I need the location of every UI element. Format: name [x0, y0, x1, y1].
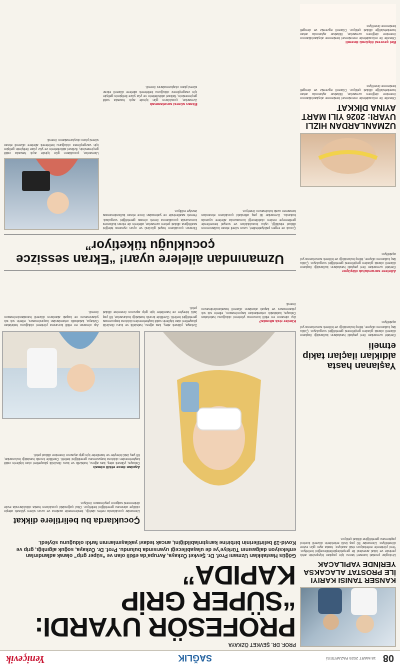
box-body: Uzmanlar çocuklarda nefes darlığı, beslenmede azalma ve uzun süren yüksek ateşin ciddiye alınması gerektiğini belirtiyor. Okul çağındaki çocukların hasta olduklarında evde dinlenmesi salgının yayılmasını önlüyor. — [4, 500, 140, 513]
story-body: Geriatri uzmanları ileri yaştaki hastaların kullandığı ilaçların düzenli olarak gözden geçirilmesi gerektiğini vurguluyor. Çoklu ilaç kullanımı düşme, bilinç bulanıklığı ve böbrek sorunlarına yol açabiliyor. — [300, 320, 396, 338]
story-headline: KANSER TANISI KARIYI İLE PROSTAT ALACAKSA YERİNDE YAPILACAK — [303, 560, 396, 585]
doctor-photo — [300, 587, 396, 647]
story-body: Obezite ile mücadelede mevsimsel beslenme alışkanlıklarının önemine değinen uzmanlar, ilkbahar aylarında artan hareketsizliğe dikkat çekiyor. Düzenli egzersiz ve dengeli beslenme öneriliyor. — [300, 83, 396, 101]
masthead — [0, 650, 400, 665]
date-line: 18 MART 2025 PAZARTESİ — [326, 656, 376, 661]
box-title: Çocuklarda bu belirtilere dikkat — [13, 516, 140, 526]
story-body: Özkaya, yüksek ateş, kas ağrısı, halsizlik ve kuru öksürük şikayetleri olan kişilerin vakit kaybetmeden doktora başvurması gerektiğini belirtti. Özellikle kronik hastalığı bulunanlar, 65 yaş üstü bireyler ve hamileler için grip aşısının önemine dikkat çekti. — [102, 306, 198, 327]
story-body: Ekranın çocukların hayal gücünü ve oyun oynama isteğini azalttığına dikkat çeken uzmanlar, ailelerin de ekran kullanımı konusunda çocuklarına örnek olması gerektiğini vurguladı. Yemek saatlerinde ve yatmadan önce ekran kullanılmaması tavsiye ediliyor. — [102, 209, 198, 230]
story-subhead: Aşıdan önce etkili olmalı — [93, 465, 140, 470]
page-number: 08 — [382, 652, 394, 663]
story-body-continued: Obezite ile mücadelede mevsimsel beslenme alışkanlıklarının önemine değinen uzmanlar, ilkbahar aylarında artan hareketsizliğe dikkat çekiyor. Düzenli egzersiz ve dengeli beslenme öneriliyor. — [300, 23, 396, 41]
story-prostate — [300, 379, 396, 647]
story-obesity — [300, 4, 396, 187]
measuring-tape-photo — [300, 133, 396, 187]
section-headline: Uzmanından ailelere uyarı! “Ekran sessizce çocukluğu tüketiyor” — [15, 238, 285, 267]
screen-time-story — [4, 4, 296, 327]
story-headline: Yaşlanan hasta aldıkları ilaçları takip etmeli — [302, 340, 396, 371]
story-body: Çocuk ve ergen psikiyatristleri, uzun süreli ekran kullanımının dikkat eksikliği, uyku bozuklukları ve sosyal becerilerde gerilemeye neden olabileceği konusunda ailelere uyarıda bulundu. Uzmanlar iki yaş altındaki çocukların ekrandan tamamen uzak tutulmasını öneriyor. — [201, 209, 296, 230]
story-subhead: Bel çevresi ölçümü önemli — [345, 40, 396, 46]
story-body: Uzmanlar, çocukların gün içinde açık havada vakit geçirmesinin, fiziksel aktivitelerin ve yüz yüze iletişimin gelişim için vazgeçilmez olduğunu belirterek ailelere düzenli ekran süresi planı oluşturmalarını önerdi. — [102, 85, 198, 102]
story-headline: UZMANLARDAN HIZLI UYARI: 2026 YILI MART AYINA DİKKAT — [301, 103, 396, 131]
section-title: SAĞLIK — [177, 653, 212, 663]
story-body-continued: Geriatri uzmanları ileri yaştaki hastaların kullandığı ilaçların düzenli olarak gözden geçirilmesi gerektiğini vurguluyor. Çoklu ilaç kullanımı düşme, bilinç bulanıklığı ve böbrek sorunlarına yol açabiliyor. — [300, 252, 396, 270]
story-body: Uzmanlar, çocukların gün içinde açık havada vakit geçirmesinin, fiziksel aktivitelerin ve yüz yüze iletişimin gelişim için vazgeçilmez olduğunu belirterek ailelere düzenli ekran süresi planı oluşturmalarını önerdi. — [3, 138, 99, 155]
story-kicker: PROF. DR. ŞEVKET ÖZKAYA — [228, 641, 296, 647]
child-tablet-photo — [4, 158, 99, 230]
main-headline: PROFESÖR UYARDI: “SÜPER GRİP KAPIDA” — [34, 560, 296, 642]
story-body: Özkaya, yüksek ateş, kas ağrısı, halsizlik ve kuru öksürük şikayetleri olan kişilerin vakit kaybetmeden doktora başvurması gerektiğini belirtti. Özellikle kronik hastalığı bulunanlar, 65 yaş üstü bireyler ve hamileler için grip aşısının önemine dikkat çekti. — [4, 452, 140, 465]
story-subhead: Ekran süresi sınırlanmalı — [149, 102, 198, 107]
woman-flu-photo — [144, 331, 296, 531]
story-subhead: Ailelere sorumluluk düşüyor — [341, 269, 396, 275]
sick-child-photo — [2, 331, 140, 419]
story-elderly-medication — [300, 193, 396, 373]
main-story — [4, 4, 296, 647]
story-subhead: Kimler risk altında? — [258, 319, 296, 324]
children-symptoms-box — [4, 420, 140, 525]
story-body: Aşı olmanın en etkili korunma yöntemi olduğunu hatırlatan Özkaya, kalabalık ortamlardan kaçınılmasını, ellerin sık sık yıkanmasını ve kapalı alanların düzenli havalandırılmasını önerdi. — [3, 310, 99, 327]
newspaper-logo: Yeniçevik — [6, 653, 45, 664]
story-body: Urologlar prostat kanseri tanısı için yapılan biyopsinin artık yerinde ve lokal anestezi ile gerçekleştirilebileceğini belirtiyor. Yeni yöntemle enfeksiyon riski azalıyor, hasta aynı gün evine dönebiliyor. Uzmanlar 50 yaş üstü erkeklerin düzenli kontrol yaptırması gerektiğine dikkat çekiyor. — [300, 536, 396, 558]
story-body: Aşı olmanın en etkili korunma yöntemi olduğunu hatırlatan Özkaya, kalabalık ortamlardan kaçınılmasını, ellerin sık sık yıkanmasını ve kapalı alanların düzenli havalandırılmasını önerdi. — [201, 302, 296, 319]
standfirst: Göğüs Hastalıkları Uzmanı Prof. Dr. Şevket Özkaya, Avrupa’da etkili olan ve “süper grip” olarak adlandırılan enfeksiyon dalgasının Türkiye’ye de ulaşabileceği uyarısında bulundu. Prof. Dr. Özkaya, soğuk algınlığı, grip ve Kovid-19 belirtilerinin birbirine karıştırılabildiğini, ancak tedavi yaklaşımlarının farklı olduğunu söyledi. — [16, 539, 296, 558]
